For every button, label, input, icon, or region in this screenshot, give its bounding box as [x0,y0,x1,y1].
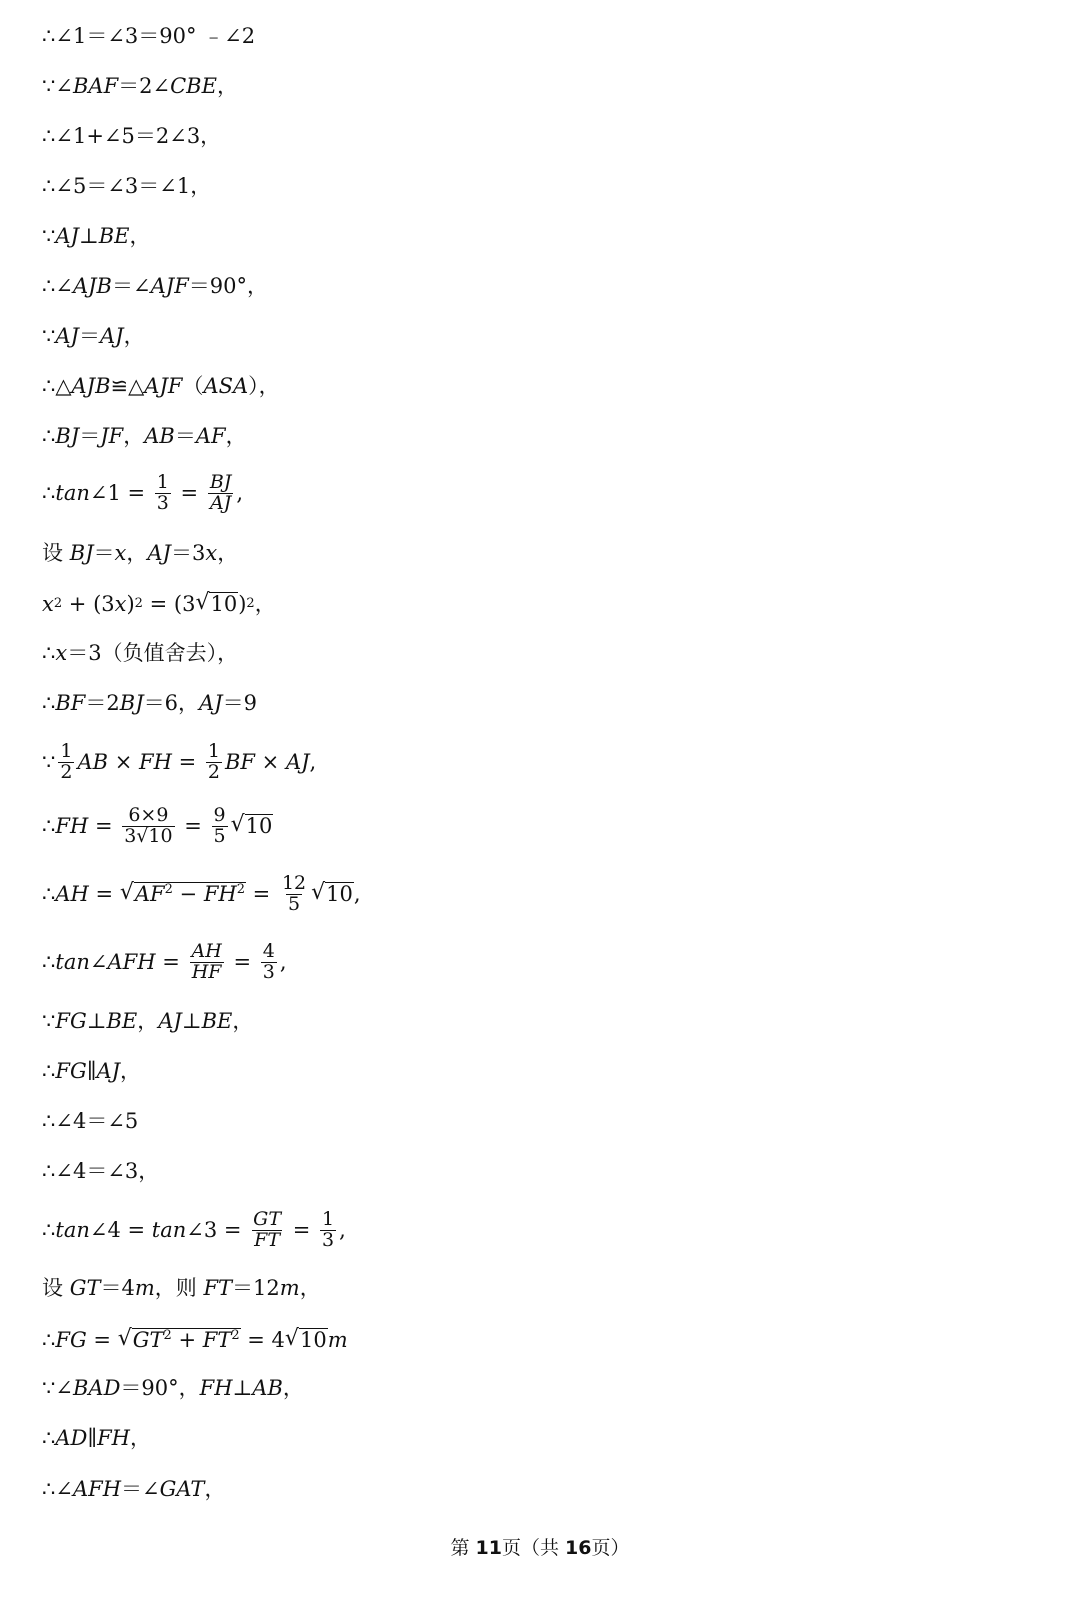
footer-total-pages: 16 [565,1537,592,1559]
solution-line: ∴ tan ∠4 = tan ∠3 = $\frac{GT}{FT}$ = $\frac{1}{3}$ , [42,1208,346,1251]
solution-line: ∴ tan ∠1 = $\frac{1}{3}$ = $\frac{BJ}{AJ}$ , [42,471,244,514]
solution-line: x 2 + (3 x ) 2 = (3 √ 10 ) 2 ， [42,590,276,616]
footer-prefix: 第 [450,1537,476,1559]
solution-line: ∴ AD ∥ FH ， [42,1426,151,1450]
footer-suffix: 页） [591,1537,630,1559]
solution-line: ∵ AJ ⊥ BE ， [42,224,151,248]
solution-line: ∴∠1＝∠3＝90° ﹣∠2 [42,24,256,48]
footer-middle: 页（共 [501,1537,566,1559]
solution-line: ∴ FG = √ $GT^2 + FT^2$ = 4 √ 10 m [42,1326,348,1352]
solution-line: ∴ BF ＝2 BJ ＝6， AJ ＝9 [42,691,257,715]
solution-line: ∴ x ＝3（负值舍去）， [42,641,239,665]
solution-line: ∴ FH = $\frac{6\times 9}{3√10}$ = $\frac{9}{5}$ √ 10 [42,804,273,847]
solution-line: ∴∠1+∠5＝2∠3， [42,124,222,148]
solution-line: ∴ AH = √ $AF^2 - FH^2$ = $\frac{12}{5}$ √ 10 , [42,872,361,915]
solution-line: ∵ FG ⊥ BE ， AJ ⊥ BE ， [42,1009,254,1033]
solution-line: ∵ $\frac{1}{2}$ AB × FH = $\frac{1}{2}$ BF × AJ , [42,740,317,783]
solution-line: ∴∠ AJB ＝∠ AJF ＝90°， [42,274,268,298]
page-footer [0,1533,1080,1560]
footer-page-number: 11 [475,1537,502,1559]
solution-line: ∵∠ BAF ＝2∠ CBE ， [42,74,238,98]
solution-line: ∴∠4＝∠3， [42,1159,160,1183]
solution-line: ∵ AJ ＝ AJ ， [42,324,145,348]
solution-line: ∴∠5＝∠3＝∠1， [42,174,212,198]
solution-line: ∴ tan∠AFH = $\frac{AH}{HF}$ = $\frac{4}{3}$ , [42,940,287,983]
solution-line: ∴ BJ ＝ JF ， AB ＝ AF ， [42,424,247,448]
solution-line: 设 GT ＝4 m ，则 FT ＝12 m ， [42,1276,321,1300]
solution-line: ∴△ AJB ≌△ AJF （ ASA ）， [42,374,280,398]
solution-line: ∴ FG ∥ AJ ， [42,1059,142,1083]
solution-line: 设 BJ ＝ x ， AJ ＝3 x ， [42,541,239,565]
solution-line: ∵∠ BAD ＝90°， FH ⊥ AB ， [42,1376,304,1400]
solution-line: ∴∠ AFH ＝∠ GAT ， [42,1477,226,1501]
solution-line: ∴∠4＝∠5 [42,1109,139,1133]
